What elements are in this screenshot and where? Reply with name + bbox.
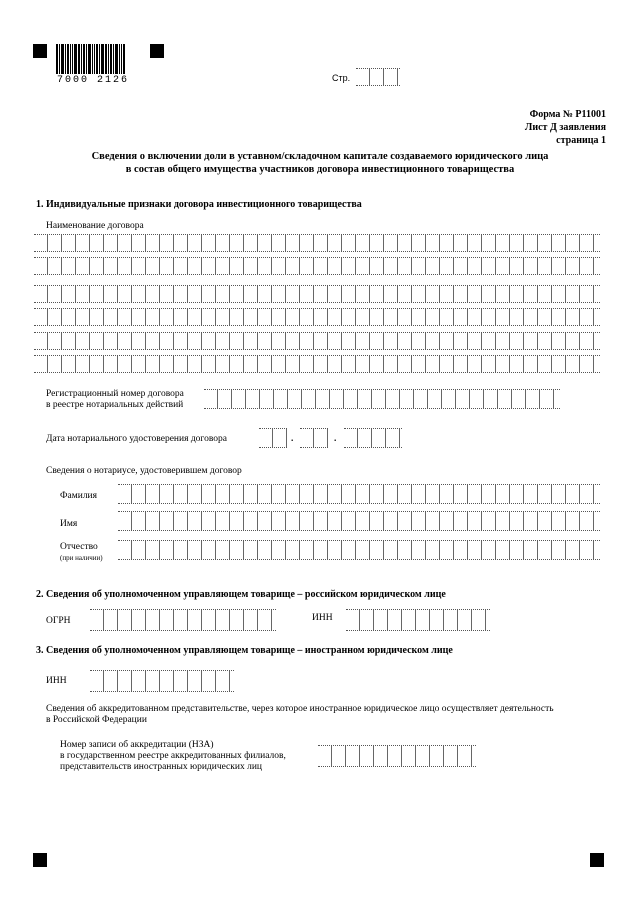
- representation-text: Сведения об аккредитованном представительстве, через которое иностранное юридическое лицо осуществляет деятельность в Российской Федерации: [46, 704, 554, 725]
- date-month-input[interactable]: [300, 428, 328, 448]
- corner-marker-bottom-right: [590, 853, 604, 867]
- form-header: [525, 108, 606, 147]
- section-2-heading: 2. Сведения об уполномоченном управляющем товарище – российском юридическом лице: [36, 589, 446, 600]
- form-number: Форма № Р11001: [529, 109, 606, 120]
- contract-name-row-1[interactable]: [34, 234, 600, 252]
- name-label: Имя: [60, 519, 78, 529]
- section-1-heading: 1. Индивидуальные признаки договора инвестиционного товарищества: [36, 199, 362, 210]
- date-separator: .: [291, 434, 294, 444]
- inn-label: ИНН: [312, 613, 333, 623]
- corner-marker-bottom-left: [33, 853, 47, 867]
- date-separator: .: [334, 434, 337, 444]
- page-label: страница 1: [556, 135, 606, 146]
- barcode-number: 7000 2126: [57, 75, 130, 86]
- foreign-inn-input[interactable]: [90, 670, 234, 692]
- ogrn-label: ОГРН: [46, 616, 71, 626]
- page-counter-cells[interactable]: [356, 68, 400, 86]
- ogrn-input[interactable]: [90, 609, 276, 631]
- reg-number-input[interactable]: [204, 389, 560, 409]
- contract-name-row-2[interactable]: [34, 257, 600, 275]
- notary-info-label: Сведения о нотариусе, удостоверившем договор: [46, 466, 242, 476]
- patronymic-note: (при наличии): [60, 554, 103, 562]
- reg-number-label: Регистрационный номер договора в реестре нотариальных действий: [46, 389, 184, 410]
- contract-name-row-6[interactable]: [34, 355, 600, 373]
- nza-label: Номер записи об аккредитации (НЗА) в государственном реестре аккредитованных филиалов, представительств иностранных юридических лиц: [60, 740, 286, 772]
- date-day-input[interactable]: [259, 428, 287, 448]
- contract-name-row-5[interactable]: [34, 332, 600, 350]
- contract-name-label: Наименование договора: [46, 221, 144, 231]
- contract-name-row-4[interactable]: [34, 308, 600, 326]
- name-input[interactable]: [118, 511, 600, 531]
- sheet-label: Лист Д заявления: [524, 122, 606, 133]
- corner-marker-top-right: [150, 44, 164, 58]
- date-year-input[interactable]: [344, 428, 402, 448]
- surname-label: Фамилия: [60, 491, 98, 501]
- notarization-date-label: Дата нотариального удостоверения договора: [46, 434, 227, 444]
- inn-input[interactable]: [346, 609, 490, 631]
- foreign-inn-label: ИНН: [46, 676, 67, 686]
- barcode: [56, 44, 136, 74]
- corner-marker-top-left: [33, 44, 47, 58]
- nza-input[interactable]: [318, 745, 476, 767]
- contract-name-row-3[interactable]: [34, 285, 600, 303]
- page-title: Сведения о включении доли в уставном/складочном капитале создаваемого юридического лица в состав общего имущества участников договора инвестиционного товарищества: [91, 151, 549, 175]
- patronymic-label: Отчество (при наличии): [60, 542, 103, 562]
- section-3-heading: 3. Сведения об уполномоченном управляющем товарище – иностранном юридическом лице: [36, 645, 453, 656]
- page-counter-label: Стр.: [332, 73, 351, 83]
- surname-input[interactable]: [118, 484, 600, 504]
- patronymic-input[interactable]: [118, 540, 600, 560]
